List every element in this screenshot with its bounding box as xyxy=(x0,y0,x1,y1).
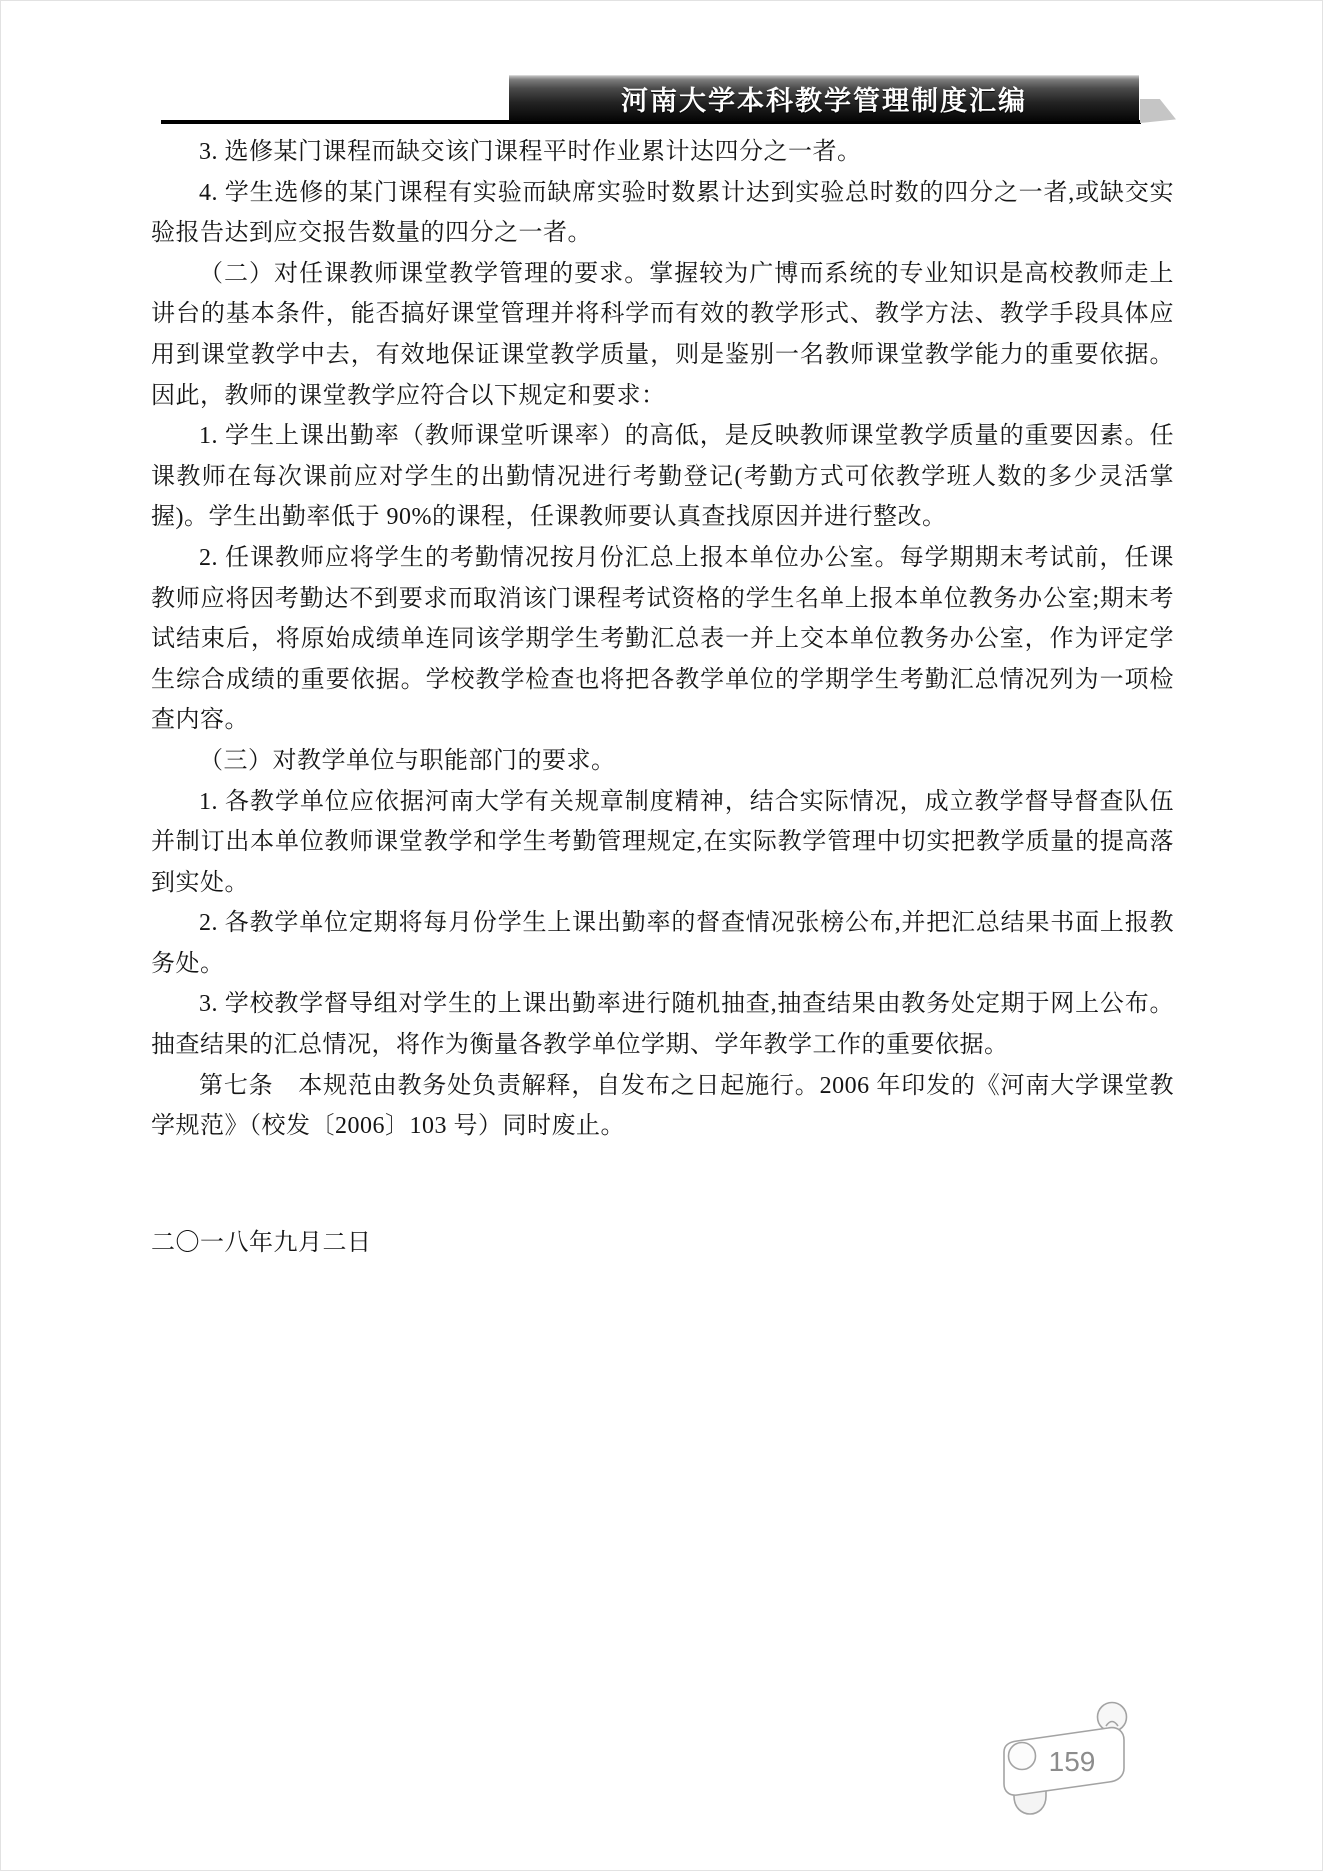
body-paragraph: （三）对教学单位与职能部门的要求。 xyxy=(199,747,616,774)
body-paragraph: 2. 各教学单位定期将每月份学生上课出勤率的督查情况张榜公布,并把汇总结果书面上报教务处。 xyxy=(151,910,1174,977)
page-number: 159 xyxy=(1048,1746,1096,1777)
body-paragraph: 2. 任课教师应将学生的考勤情况按月份汇总上报本单位办公室。每学期期末考试前，任课教师应将因考勤达不到要求而取消该门课程考试资格的学生名单上报本单位教务办公室;期末考试结束后，将原始成绩单连同该学期学生考勤汇总表一并上交本单位教务办公室，作为评定学生综合成绩的重要依据。学校教学检查也将把各教学单位的学期学生考勤汇总情况列为一项检查内容。 xyxy=(151,544,1174,734)
page-number-scroll xyxy=(996,1696,1146,1821)
signature-date: 二〇一八年九月二日 xyxy=(151,1229,372,1256)
body-paragraph: 4. 学生选修的某门课程有实验而缺席实验时数累计达到实验总时数的四分之一者,或缺交实验报告达到应交报告数量的四分之一者。 xyxy=(151,179,1174,247)
header-title: 河南大学本科教学管理制度汇编 xyxy=(621,86,1027,116)
body-paragraph: 1. 学生上课出勤率（教师课堂听课率）的高低，是反映教师课堂教学质量的重要因素。任课教师在每次课前应对学生的出勤情况进行考勤登记(考勤方式可依教学班人数的多少灵活掌握)。学生出勤率低于 90%的课程，任课教师要认真查找原因并进行整改。 xyxy=(151,423,1174,531)
header-arrow-icon xyxy=(1140,99,1176,123)
body-paragraph: 第七条 本规范由教务处负责解释，自发布之日起施行。2006 年印发的《河南大学课堂教学规范》（校发〔2006〕103 号）同时废止。 xyxy=(151,1072,1174,1140)
body-paragraph: 1. 各教学单位应依据河南大学有关规章制度精神，结合实际情况，成立教学督导督查队伍并制订出本单位教师课堂教学和学生考勤管理规定,在实际教学管理中切实把教学质量的提高落到实处。 xyxy=(151,788,1174,896)
document-body xyxy=(151,132,1174,1263)
header-title-bar xyxy=(509,75,1139,121)
body-paragraph: 3. 选修某门课程而缺交该门课程平时作业累计达四分之一者。 xyxy=(199,139,862,165)
scroll-icon xyxy=(996,1696,1146,1821)
body-paragraph: （二）对任课教师课堂教学管理的要求。掌握较为广博而系统的专业知识是高校教师走上讲台的基本条件，能否搞好课堂管理并将科学而有效的教学形式、教学方法、教学手段具体应用到课堂教学中去，有效地保证课堂教学质量，则是鉴别一名教师课堂教学能力的重要依据。因此，教师的课堂教学应符合以下规定和要求： xyxy=(151,260,1174,409)
body-paragraph: 3. 学校教学督导组对学生的上课出勤率进行随机抽查,抽查结果由教务处定期于网上公布。抽查结果的汇总情况，将作为衡量各教学单位学期、学年教学工作的重要依据。 xyxy=(151,991,1174,1059)
